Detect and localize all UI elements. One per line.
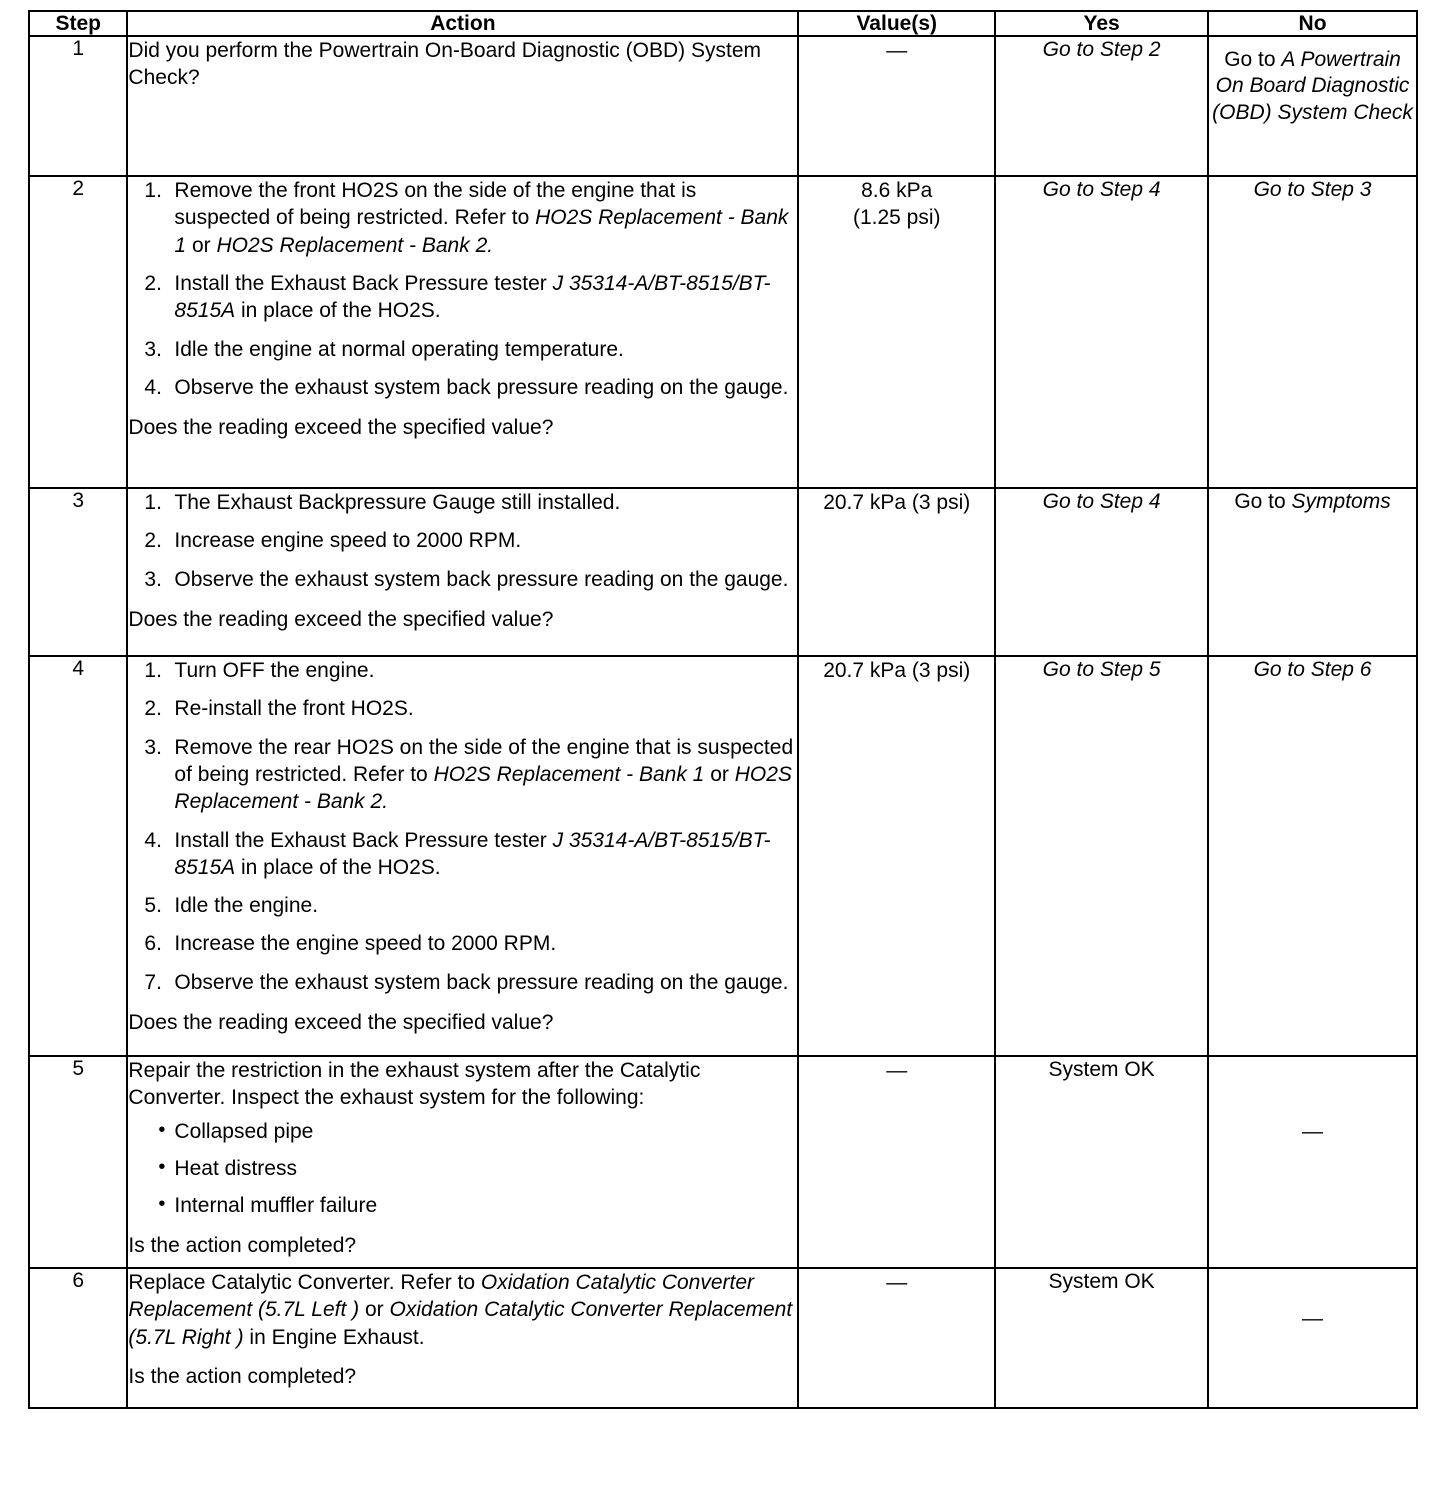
column-header-step: Step — [29, 11, 127, 36]
list-item-text: Observe the exhaust system back pressure reading on the gauge. — [174, 970, 789, 994]
list-item-text: Idle the engine at normal operating temperature. — [174, 337, 624, 361]
value-text-line1: 8.6 kPa — [861, 179, 933, 203]
action-question: Does the reading exceed the specified value? — [128, 607, 554, 631]
list-item-number: 4. — [144, 828, 162, 852]
value-cell — [798, 176, 995, 488]
value-text: — — [886, 1271, 908, 1295]
bullet-icon: • — [158, 1118, 166, 1141]
action-bullet-list — [128, 1118, 797, 1220]
step-number: 5 — [29, 1056, 127, 1268]
action-question: Does the reading exceed the specified value? — [128, 1011, 554, 1035]
table-row — [29, 1268, 1417, 1408]
action-question: Does the reading exceed the specified value? — [128, 416, 554, 440]
bullet-icon: • — [158, 1155, 166, 1178]
list-item — [128, 1192, 797, 1219]
action-step-list — [128, 489, 797, 593]
yes-cell — [995, 176, 1208, 488]
list-item-number: 3. — [144, 735, 162, 759]
action-cell — [127, 1056, 798, 1268]
list-item — [128, 969, 797, 996]
no-cell — [1208, 36, 1417, 176]
list-item-text: Re-install the front HO2S. — [174, 697, 414, 721]
bullet-icon: • — [158, 1193, 166, 1216]
action-cell — [127, 488, 798, 656]
action-intro: Replace Catalytic Converter. Refer to Oxidation Catalytic Converter Replacement (5.7L Left ) or Oxidation Catalytic Converter Replacement (5.7L Right ) in Engine Exhaust. — [128, 1271, 793, 1349]
list-item-text: Remove the rear HO2S on the side of the engine that is suspected of being restricted. Refer to HO2S Replacement - Bank 1 or HO2S Replacement - Bank 2. — [174, 735, 794, 814]
no-text: Go to Step 3 — [1253, 178, 1372, 202]
table-row — [29, 656, 1417, 1056]
list-item-number: 5. — [144, 894, 162, 918]
list-item-number: 1. — [144, 179, 162, 203]
yes-text: Go to Step 5 — [1042, 658, 1161, 682]
table-body — [29, 36, 1417, 1408]
column-header-action: Action — [127, 11, 798, 36]
yes-cell — [995, 1268, 1208, 1408]
table-header-row — [29, 11, 1417, 36]
list-item-number: 1. — [144, 659, 162, 683]
list-item-text: Idle the engine. — [174, 894, 319, 918]
list-item-text: Observe the exhaust system back pressure reading on the gauge. — [174, 567, 789, 591]
table-row — [29, 176, 1417, 488]
action-intro: Repair the restriction in the exhaust system after the Catalytic Converter. Inspect the exhaust system for the following: — [128, 1059, 701, 1110]
list-item-text: Install the Exhaust Back Pressure tester J 35314-A/BT-8515/BT-8515A in place of the HO2S. — [174, 828, 771, 879]
no-text: — — [1302, 1119, 1324, 1143]
yes-cell — [995, 488, 1208, 656]
step-number: 1 — [29, 36, 127, 176]
table-row — [29, 1056, 1417, 1268]
action-question: Is the action completed? — [128, 1364, 357, 1388]
yes-text: Go to Step 4 — [1042, 490, 1161, 514]
action-step-list — [128, 657, 797, 996]
list-item — [128, 892, 797, 919]
list-item-text: Turn OFF the engine. — [174, 659, 375, 683]
yes-text: Go to Step 4 — [1042, 178, 1161, 202]
list-item-text: Remove the front HO2S on the side of the engine that is suspected of being restricted. Refer to HO2S Replacement - Bank 1 or HO2S Replacement - Bank 2. — [174, 179, 789, 257]
column-header-yes: Yes — [995, 11, 1208, 36]
value-cell — [798, 1056, 995, 1268]
yes-cell — [995, 656, 1208, 1056]
step-number: 6 — [29, 1268, 127, 1408]
table-row — [29, 36, 1417, 176]
value-cell — [798, 36, 995, 176]
action-question: Is the action completed? — [128, 1233, 357, 1257]
value-text-line2: (1.25 psi) — [852, 206, 941, 230]
value-cell — [798, 488, 995, 656]
list-item-text: Internal muffler failure — [174, 1194, 378, 1218]
no-reference: Symptoms — [1291, 490, 1391, 514]
action-text: Did you perform the Powertrain On-Board Diagnostic (OBD) System Check? — [128, 39, 761, 90]
list-item — [128, 930, 797, 957]
list-item-text: Observe the exhaust system back pressure reading on the gauge. — [174, 375, 789, 399]
yes-text: System OK — [1048, 1270, 1155, 1294]
list-item — [128, 566, 797, 593]
list-item-text: Increase engine speed to 2000 RPM. — [174, 529, 522, 553]
list-item-text: The Exhaust Backpressure Gauge still installed. — [174, 491, 621, 515]
value-text: — — [886, 39, 908, 63]
list-item — [128, 1155, 797, 1182]
list-item-text: Install the Exhaust Back Pressure tester J 35314-A/BT-8515/BT-8515A in place of the HO2S. — [174, 271, 771, 323]
list-item — [128, 827, 797, 882]
list-item — [128, 336, 797, 363]
table-row — [29, 488, 1417, 656]
table-header — [29, 11, 1417, 36]
no-text: Go to Step 6 — [1253, 658, 1372, 682]
no-prefix: Go to — [1234, 490, 1292, 514]
column-header-no: No — [1208, 11, 1417, 36]
action-cell — [127, 1268, 798, 1408]
value-cell — [798, 1268, 995, 1408]
no-text — [1209, 489, 1416, 519]
list-item-number: 3. — [144, 567, 162, 591]
diagnostic-table — [28, 10, 1418, 1409]
list-item — [128, 527, 797, 554]
list-item — [128, 270, 797, 325]
yes-text: Go to Step 2 — [1042, 38, 1161, 62]
value-text: — — [886, 1059, 908, 1083]
list-item-number: 1. — [144, 491, 162, 515]
value-text-line1: 20.7 kPa (3 psi) — [823, 491, 971, 515]
list-item-text: Heat distress — [174, 1156, 297, 1180]
step-number: 2 — [29, 176, 127, 488]
list-item-text: Increase the engine speed to 2000 RPM. — [174, 932, 557, 956]
no-cell — [1208, 1056, 1417, 1268]
list-item-number: 3. — [144, 337, 162, 361]
no-text: — — [1302, 1306, 1324, 1330]
list-item — [128, 1118, 797, 1145]
action-step-list — [128, 177, 797, 401]
list-item — [128, 489, 797, 516]
yes-cell — [995, 36, 1208, 176]
value-text-line1: 20.7 kPa (3 psi) — [823, 659, 971, 683]
no-cell — [1208, 656, 1417, 1056]
list-item — [128, 695, 797, 722]
list-item-number: 2. — [144, 697, 162, 721]
value-cell — [798, 656, 995, 1056]
action-cell — [127, 176, 798, 488]
no-prefix: Go to — [1224, 48, 1282, 72]
list-item-number: 2. — [144, 271, 162, 295]
no-cell — [1208, 1268, 1417, 1408]
list-item-number: 6. — [144, 932, 162, 956]
list-item-number: 4. — [144, 375, 162, 399]
step-number: 4 — [29, 656, 127, 1056]
no-cell — [1208, 488, 1417, 656]
list-item-text: Collapsed pipe — [174, 1119, 314, 1143]
list-item — [128, 734, 797, 816]
action-cell — [127, 36, 798, 176]
list-item — [128, 374, 797, 401]
list-item-number: 2. — [144, 529, 162, 553]
list-item-number: 7. — [144, 970, 162, 994]
step-number: 3 — [29, 488, 127, 656]
column-header-values: Value(s) — [798, 11, 995, 36]
no-cell — [1208, 176, 1417, 488]
action-cell — [127, 656, 798, 1056]
list-item — [128, 657, 797, 684]
yes-text: System OK — [1048, 1058, 1155, 1082]
list-item — [128, 177, 797, 259]
no-reference: A Powertrain On Board Diagnostic (OBD) System Check — [1212, 48, 1413, 124]
yes-cell — [995, 1056, 1208, 1268]
